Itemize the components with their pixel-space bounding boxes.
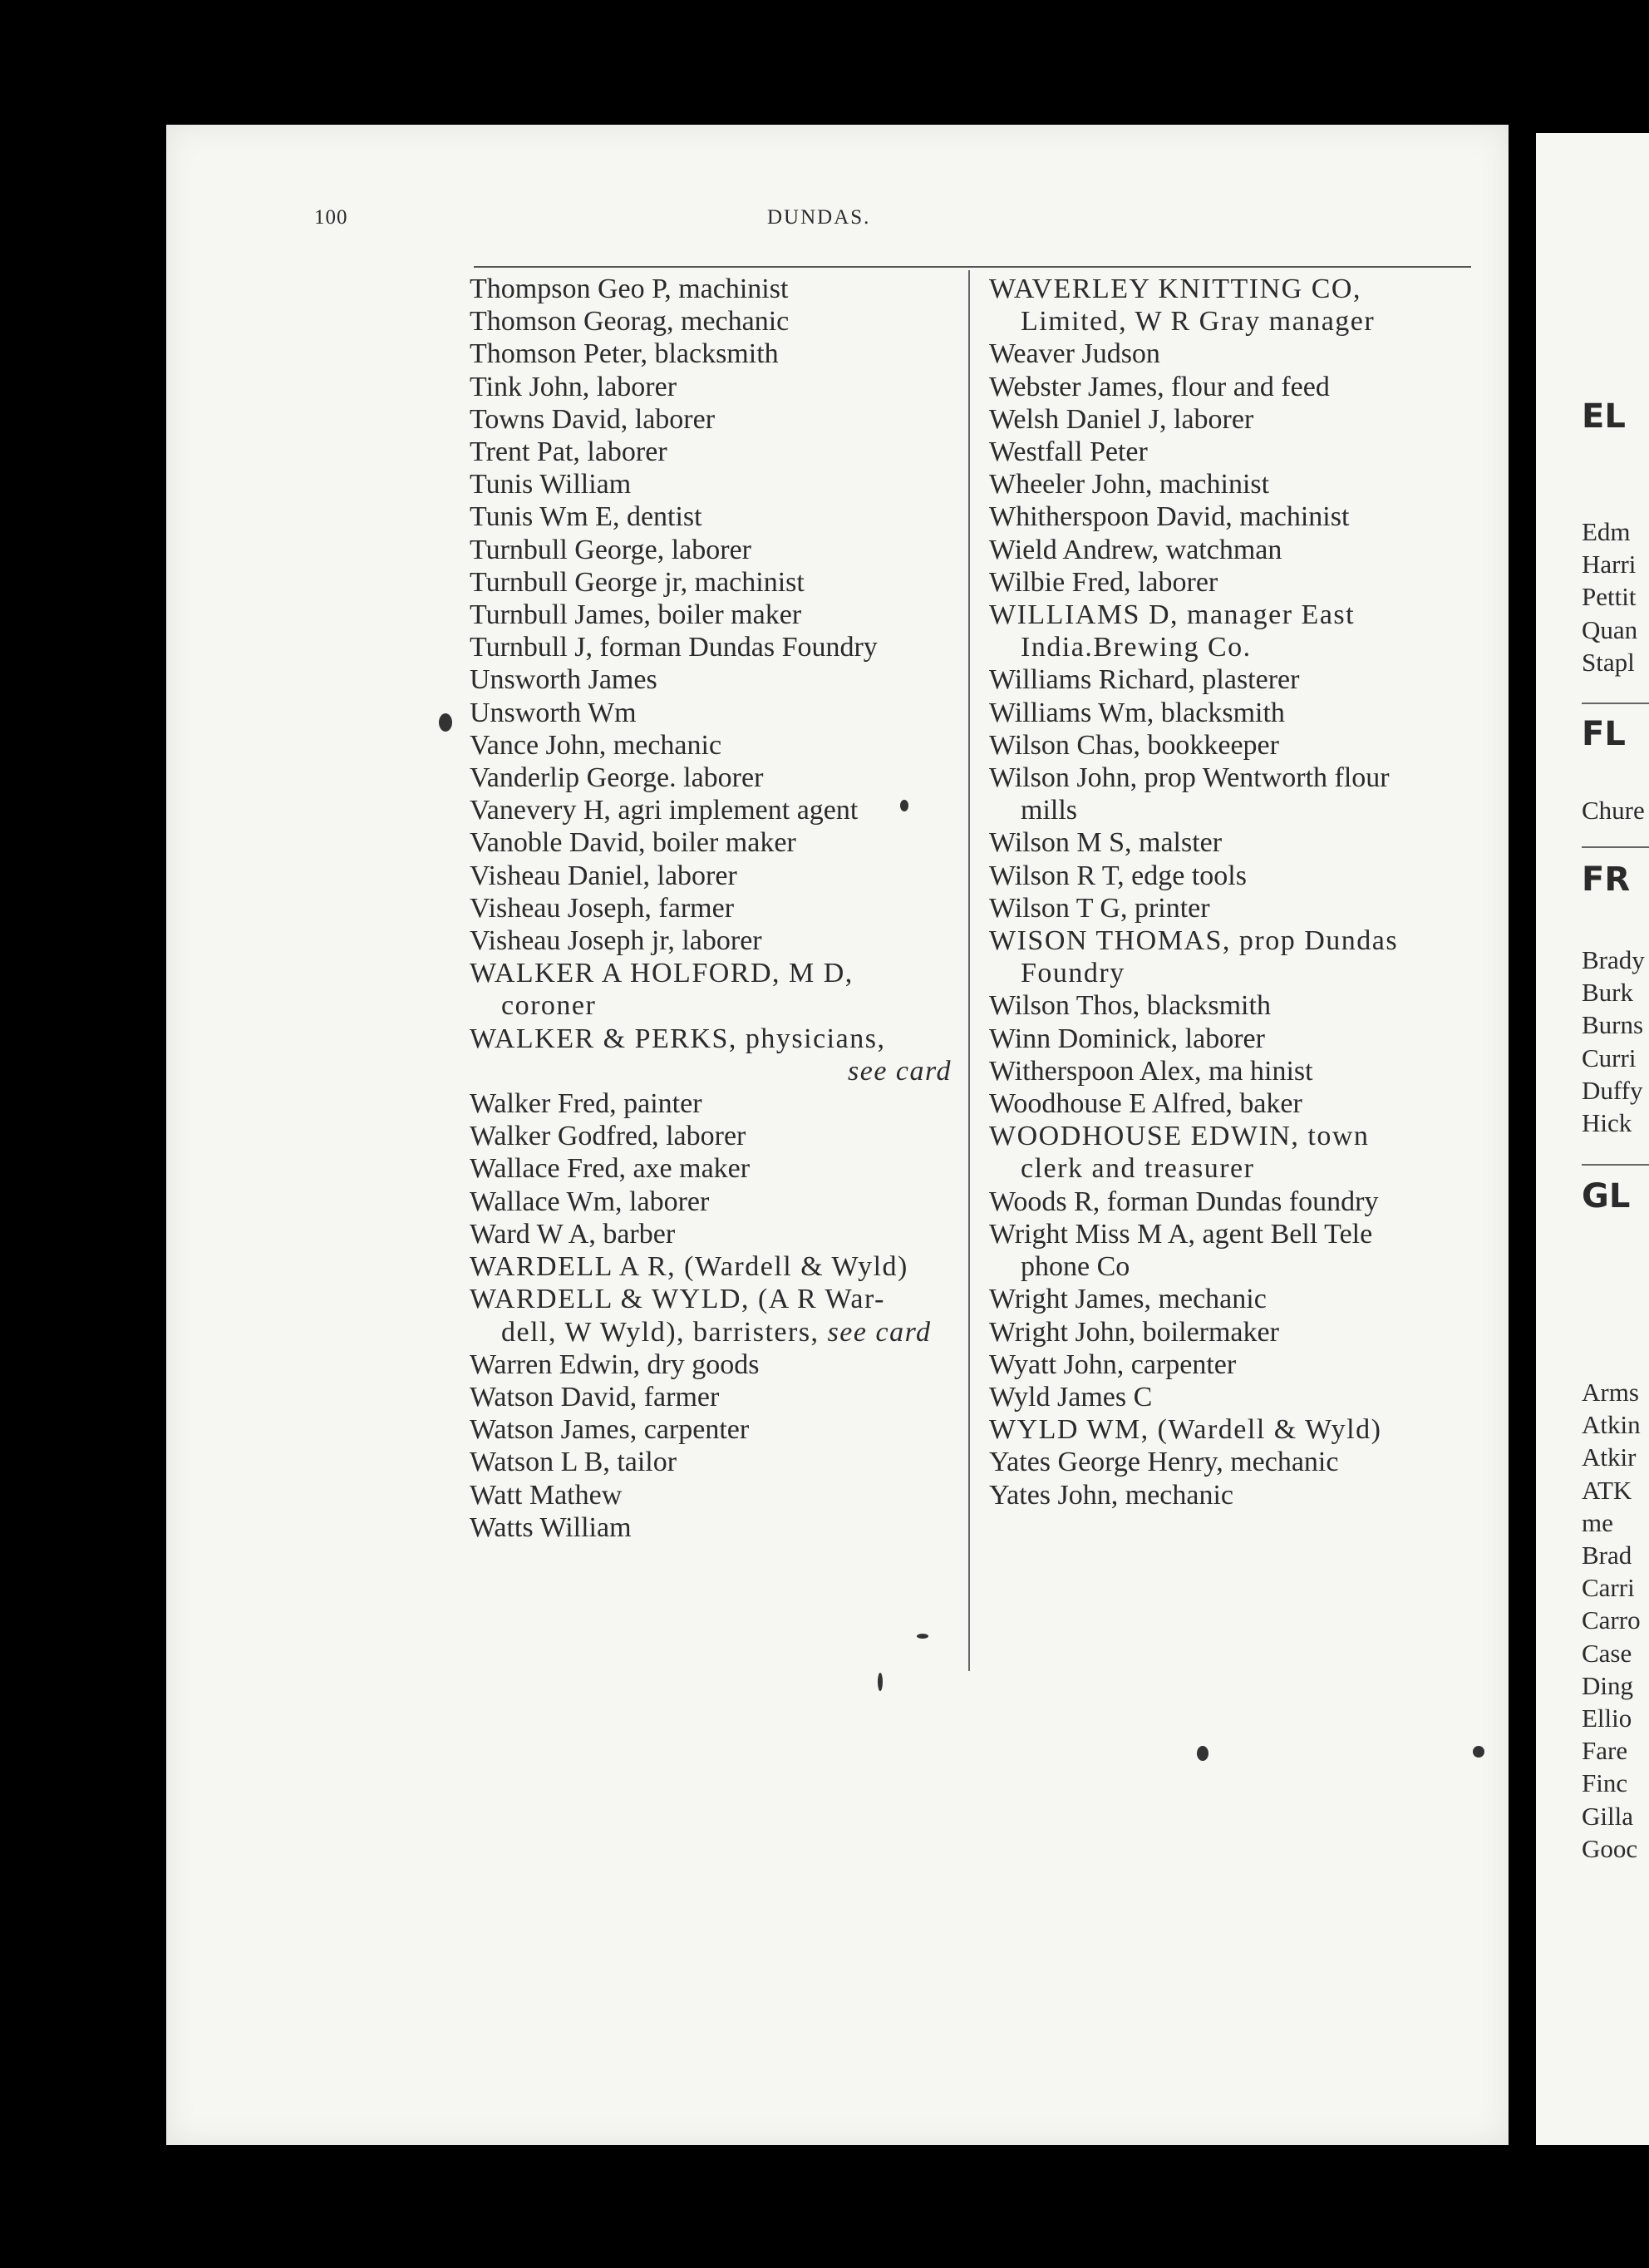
entry-text: WARDELL & WYLD, (A R War-: [470, 1284, 885, 1315]
entry-continuation: [989, 957, 1479, 989]
entry-text: Visheau Daniel, laborer: [470, 860, 737, 891]
entry-fragment: Carri: [1582, 1573, 1635, 1603]
directory-entry: [989, 860, 1479, 892]
continuation-text: mills: [1021, 795, 1078, 826]
entry-fragment: Burns: [1582, 1010, 1644, 1040]
directory-entry: [989, 1348, 1479, 1381]
entry-fragment: Atkir: [1582, 1442, 1637, 1472]
entry-text: WARDELL A R, (Wardell & Wyld): [470, 1251, 908, 1283]
directory-entry: [989, 566, 1479, 599]
scan-speck: [878, 1673, 883, 1691]
entry-text: Tink John, laborer: [470, 371, 677, 402]
directory-entry: [470, 1348, 960, 1381]
entry-text: Visheau Joseph jr, laborer: [470, 925, 762, 957]
directory-entry: [470, 436, 960, 468]
section-heading-fragment: FL: [1582, 715, 1626, 753]
entry-text: Thomson Peter, blacksmith: [470, 338, 779, 370]
entry-fragment: Harri: [1582, 550, 1637, 579]
entry-fragment: me: [1582, 1507, 1613, 1537]
entry-text: Wright James, mechanic: [989, 1284, 1267, 1315]
directory-entry: [989, 1283, 1479, 1315]
directory-entry: [470, 371, 960, 403]
entry-text: Yates George Henry, mechanic: [989, 1447, 1339, 1478]
entry-text: WOODHOUSE EDWIN, town: [989, 1121, 1370, 1152]
directory-entry: [470, 826, 960, 859]
directory-entry: [989, 599, 1479, 663]
entry-continuation: [989, 305, 1479, 338]
scan-speck: [1473, 1746, 1484, 1758]
entry-text: WALKER & PERKS, physicians,: [470, 1023, 886, 1054]
directory-entry: [989, 826, 1479, 859]
entry-text: Wilson Chas, bookkeeper: [989, 729, 1279, 761]
directory-entry: [989, 371, 1479, 403]
entry-continuation: [989, 1250, 1479, 1283]
directory-entry: [470, 1186, 960, 1218]
directory-entry: [470, 500, 960, 533]
entry-text: Webster James, flour and feed: [989, 371, 1330, 402]
entry-continuation: [470, 989, 960, 1022]
entry-text: Wyatt John, carpenter: [989, 1348, 1237, 1380]
directory-entry: [470, 631, 960, 663]
directory-entry: [470, 697, 960, 729]
section-rule: [1582, 1164, 1649, 1166]
entry-fragment: Chure: [1582, 796, 1645, 825]
scan-speck: [1197, 1746, 1208, 1761]
entry-text: Whitherspoon David, machinist: [989, 501, 1350, 533]
entry-fragment: Edm: [1582, 517, 1631, 546]
entry-text: WAVERLEY KNITTING CO,: [989, 274, 1361, 304]
directory-entry: [470, 729, 960, 762]
entry-text: Vanderlip George. laborer: [470, 762, 764, 794]
section-heading-fragment: EL: [1582, 397, 1626, 436]
directory-entry: [989, 1120, 1479, 1185]
directory-entry: [989, 338, 1479, 370]
entry-fragment: ATK: [1582, 1475, 1632, 1505]
directory-entry: [470, 1152, 960, 1185]
entry-text: Unsworth James: [470, 664, 657, 696]
directory-entry: [470, 1087, 960, 1120]
entry-text: Welsh Daniel J, laborer: [989, 403, 1254, 435]
directory-entry: [989, 500, 1479, 533]
entry-text: Wilson John, prop Wentworth flour: [989, 762, 1390, 794]
column-divider: [968, 270, 970, 1671]
directory-entry: [989, 273, 1479, 338]
continuation-text: Limited, W R Gray manager: [1021, 306, 1376, 338]
entry-text: Yates John, mechanic: [989, 1479, 1233, 1511]
directory-entry: [989, 1023, 1479, 1055]
entry-text: Winn Dominick, laborer: [989, 1023, 1265, 1054]
continuation-text: coroner: [501, 990, 597, 1022]
entry-continuation: [989, 631, 1479, 663]
entry-text: Thompson Geo P, machinist: [470, 274, 789, 304]
directory-entry: [470, 1381, 960, 1413]
directory-entry: [470, 762, 960, 794]
entry-fragment: Case: [1582, 1638, 1632, 1668]
directory-entry: [989, 729, 1479, 762]
entry-fragment: Fare: [1582, 1736, 1628, 1766]
entry-text: Wilson R T, edge tools: [989, 860, 1247, 891]
entry-fragment: Stapl: [1582, 647, 1635, 677]
directory-entry: [470, 1511, 960, 1544]
entry-fragment: Pettit: [1582, 582, 1637, 612]
section-rule: [1582, 703, 1649, 704]
entry-text: Wilson T G, printer: [989, 892, 1210, 924]
entry-text: Vanoble David, boiler maker: [470, 827, 796, 859]
entry-fragment: Atkin: [1582, 1410, 1641, 1440]
directory-entry: [470, 305, 960, 338]
continuation-text: phone Co: [1021, 1251, 1130, 1283]
entry-text: Walker Godfred, laborer: [470, 1121, 746, 1152]
directory-entry: [989, 1087, 1479, 1120]
entry-text: Turnbull J, forman Dundas Foundry: [470, 632, 878, 663]
section-rule: [1582, 846, 1649, 848]
continuation-text: Foundry: [1021, 958, 1125, 989]
entry-text: Wyld James C: [989, 1381, 1153, 1413]
directory-entry: [470, 892, 960, 924]
scan-speck: [917, 1634, 928, 1639]
entry-text: Watson James, carpenter: [470, 1414, 750, 1446]
directory-entry: [989, 534, 1479, 566]
entry-fragment: Brady: [1582, 945, 1645, 974]
entry-text: Unsworth Wm: [470, 697, 637, 728]
entry-text: Watt Mathew: [470, 1479, 623, 1511]
directory-entry: [989, 663, 1479, 696]
directory-entry: [470, 957, 960, 1022]
page-number: 100: [314, 206, 348, 229]
entry-text: Wilson Thos, blacksmith: [989, 990, 1271, 1022]
directory-entry: [470, 338, 960, 370]
directory-entry: [470, 1283, 960, 1348]
directory-entry: [989, 892, 1479, 924]
directory-entry: [470, 1023, 960, 1087]
entry-text: Woods R, forman Dundas foundry: [989, 1186, 1379, 1217]
entry-text: Vanevery H, agri implement agent: [470, 795, 859, 826]
directory-entry: [989, 1446, 1479, 1478]
directory-entry: [470, 403, 960, 436]
entry-continuation: [989, 794, 1479, 826]
directory-entry: [470, 794, 960, 826]
entry-fragment: Ellio: [1582, 1703, 1632, 1733]
directory-entry: [989, 468, 1479, 500]
scan-speck: [439, 713, 452, 732]
directory-entry: [470, 1120, 960, 1152]
see-card-note: see card: [827, 1316, 932, 1348]
entry-continuation: [989, 1152, 1479, 1185]
directory-entry: [470, 924, 960, 957]
entry-fragment: Hick: [1582, 1108, 1632, 1137]
entry-text: Wilson M S, malster: [989, 827, 1223, 859]
entry-text: Wheeler John, machinist: [989, 469, 1270, 500]
entry-fragment: Arms: [1582, 1378, 1639, 1407]
left-column: [470, 273, 960, 1544]
entry-text: Watson L B, tailor: [470, 1447, 677, 1478]
directory-entry: [989, 403, 1479, 436]
entry-text: Trent Pat, laborer: [470, 436, 667, 468]
continuation-text: clerk and treasurer: [1021, 1153, 1255, 1185]
directory-entry: [989, 1218, 1479, 1283]
directory-entry: [989, 1055, 1479, 1087]
right-column: [989, 273, 1479, 1511]
directory-entry: [470, 273, 960, 305]
entry-text: WILLIAMS D, manager East: [989, 599, 1356, 631]
directory-entry: [989, 436, 1479, 468]
entry-fragment: Curri: [1582, 1043, 1637, 1072]
entry-text: Warren Edwin, dry goods: [470, 1348, 760, 1380]
entry-fragment: Ding: [1582, 1670, 1633, 1700]
continuation-text: dell, W Wyld), barristers,: [501, 1316, 820, 1348]
entry-text: Walker Fred, painter: [470, 1088, 702, 1120]
entry-continuation: [470, 1316, 960, 1348]
entry-text: WYLD WM, (Wardell & Wyld): [989, 1414, 1382, 1446]
directory-entry: [470, 599, 960, 631]
entry-text: Wield Andrew, watchman: [989, 534, 1282, 565]
entry-text: Wright Miss M A, agent Bell Tele: [989, 1218, 1373, 1250]
section-heading-fragment: GL: [1582, 1177, 1631, 1215]
entry-fragment: Duffy: [1582, 1075, 1643, 1105]
entry-text: Westfall Peter: [989, 436, 1148, 468]
directory-entry: [470, 1218, 960, 1250]
entry-text: Watts William: [470, 1511, 632, 1543]
directory-entry: [989, 1316, 1479, 1348]
entry-text: Thomson Georag, mechanic: [470, 306, 790, 338]
entry-text: Ward W A, barber: [470, 1218, 676, 1250]
entry-fragment: Burk: [1582, 978, 1633, 1008]
directory-entry: [989, 1381, 1479, 1413]
entry-text: Williams Richard, plasterer: [989, 664, 1300, 696]
directory-entry: [470, 1413, 960, 1446]
entry-text: Visheau Joseph, farmer: [470, 892, 735, 924]
scan-speck: [900, 800, 908, 811]
entry-text: WALKER A HOLFORD, M D,: [470, 958, 854, 989]
header-rule: [474, 266, 1471, 268]
directory-entry: [989, 762, 1479, 826]
entry-text: Williams Wm, blacksmith: [989, 697, 1285, 728]
directory-entry: [989, 924, 1479, 989]
directory-entry: [470, 663, 960, 696]
directory-entry: [989, 989, 1479, 1022]
entry-fragment: Gilla: [1582, 1801, 1633, 1831]
continuation-text: India.Brewing Co.: [1021, 632, 1252, 663]
directory-entry: [989, 1479, 1479, 1511]
entry-text: Turnbull George, laborer: [470, 534, 752, 565]
entry-fragment: Carro: [1582, 1605, 1641, 1635]
entry-text: Turnbull James, boiler maker: [470, 599, 802, 631]
directory-entry: [989, 1186, 1479, 1218]
directory-entry: [470, 534, 960, 566]
section-heading-fragment: FR: [1582, 860, 1631, 899]
directory-entry: [989, 1413, 1479, 1446]
entry-text: Wallace Fred, axe maker: [470, 1153, 751, 1185]
directory-entry: [470, 1250, 960, 1283]
directory-entry: [470, 1446, 960, 1478]
directory-entry: [989, 697, 1479, 729]
entry-text: Tunis William: [470, 469, 632, 500]
entry-text: Wilbie Fred, laborer: [989, 566, 1218, 598]
entry-text: WISON THOMAS, prop Dundas: [989, 925, 1399, 957]
entry-fragment: Gooc: [1582, 1833, 1638, 1863]
directory-entry: [470, 468, 960, 500]
entry-text: Turnbull George jr, machinist: [470, 566, 805, 598]
entry-text: Vance John, mechanic: [470, 729, 722, 761]
page-header: [314, 206, 1465, 239]
see-card-note: see card: [848, 1055, 952, 1087]
entry-text: Witherspoon Alex, ma hinist: [989, 1055, 1313, 1087]
entry-text: Tunis Wm E, dentist: [470, 501, 702, 533]
directory-entry: [470, 1479, 960, 1511]
entry-text: Woodhouse E Alfred, baker: [989, 1088, 1302, 1120]
entry-fragment: Quan: [1582, 614, 1638, 644]
entry-text: Towns David, laborer: [470, 403, 716, 435]
entry-fragment: Brad: [1582, 1541, 1632, 1570]
entry-text: Watson David, farmer: [470, 1381, 720, 1413]
running-title: DUNDAS.: [767, 206, 871, 229]
directory-entry: [470, 860, 960, 892]
directory-entry: [470, 566, 960, 599]
entry-text: Wright John, boilermaker: [989, 1316, 1279, 1348]
entry-text: Wallace Wm, laborer: [470, 1186, 710, 1217]
entry-text: Weaver Judson: [989, 338, 1160, 370]
entry-fragment: Finc: [1582, 1768, 1628, 1798]
